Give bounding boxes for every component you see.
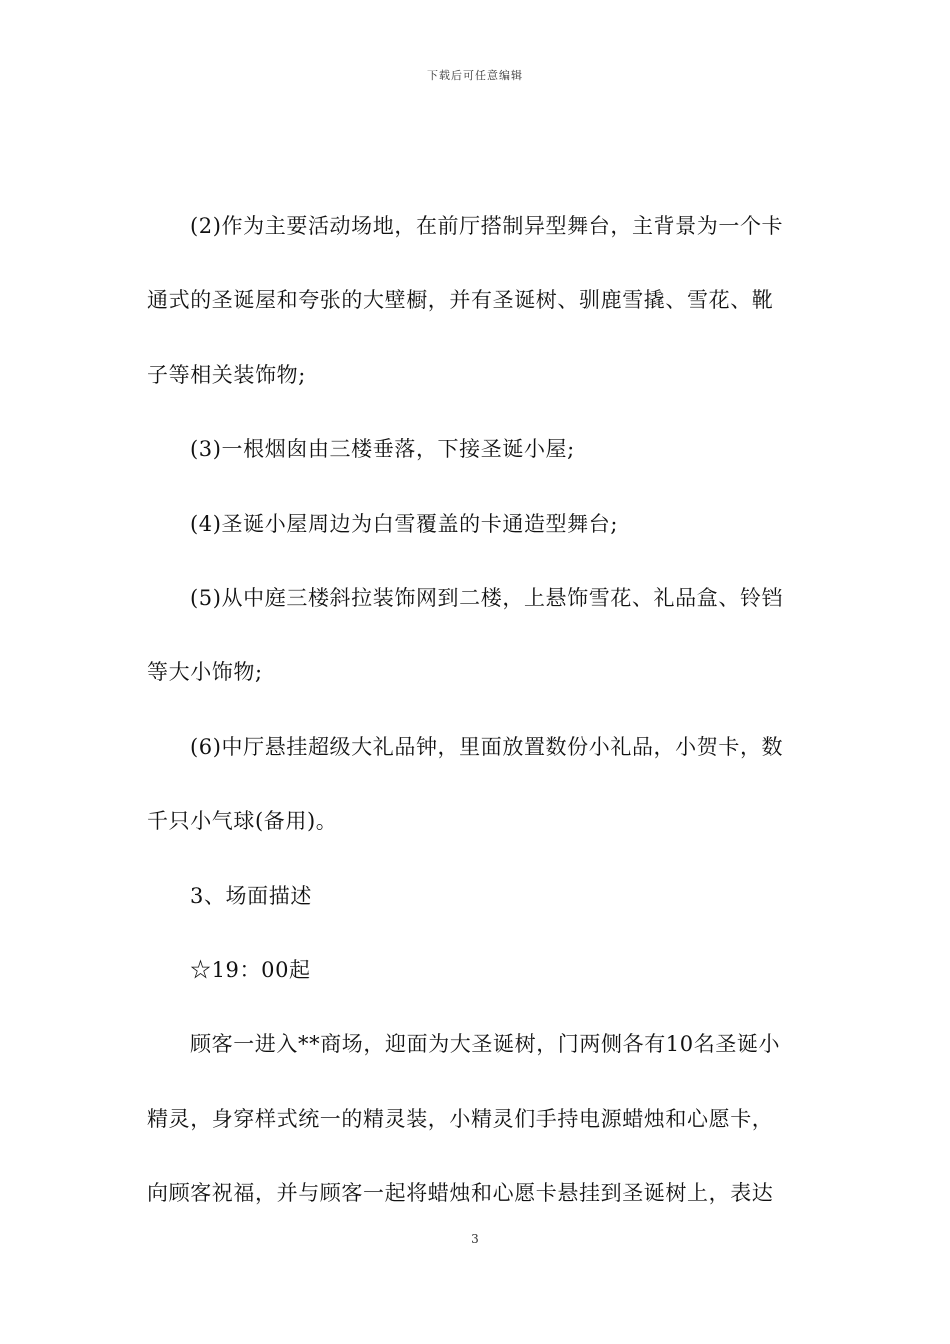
paragraph-line: 子等相关装饰物;: [147, 362, 306, 387]
paragraph-line: (6)中厅悬挂超级大礼品钟，里面放置数份小礼品，小贺卡，数: [190, 734, 784, 759]
section-heading: 3、场面描述: [190, 883, 312, 908]
paragraph-line: 精灵，身穿样式统一的精灵装，小精灵们手持电源蜡烛和心愿卡，: [147, 1106, 774, 1131]
paragraph-line: 顾客一进入**商场，迎面为大圣诞树，门两侧各有10名圣诞小: [190, 1032, 781, 1057]
paragraph-line: 千只小气球(备用)。: [147, 809, 338, 834]
page-number: 3: [471, 1232, 479, 1246]
paragraph-line: (4)圣诞小屋周边为白雪覆盖的卡通造型舞台;: [190, 511, 619, 536]
body-text: [147, 210, 809, 1251]
page-header-note: 下载后可任意编辑: [427, 69, 523, 82]
paragraph-line: 等大小饰物;: [147, 660, 263, 685]
paragraph-line: (5)从中庭三楼斜拉装饰网到二楼，上悬饰雪花、礼品盒、铃铛: [190, 585, 784, 610]
paragraph-line: 向顾客祝福，并与顾客一起将蜡烛和心愿卡悬挂到圣诞树上，表达: [147, 1181, 774, 1206]
paragraph-line: 通式的圣诞屋和夸张的大壁橱，并有圣诞树、驯鹿雪撬、雪花、靴: [147, 288, 774, 313]
time-marker: ☆19：00起: [190, 957, 311, 982]
paragraph-line: (3)一根烟囱由三楼垂落，下接圣诞小屋;: [190, 437, 575, 462]
paragraph-line: (2)作为主要活动场地，在前厅搭制异型舞台，主背景为一个卡: [190, 214, 784, 238]
